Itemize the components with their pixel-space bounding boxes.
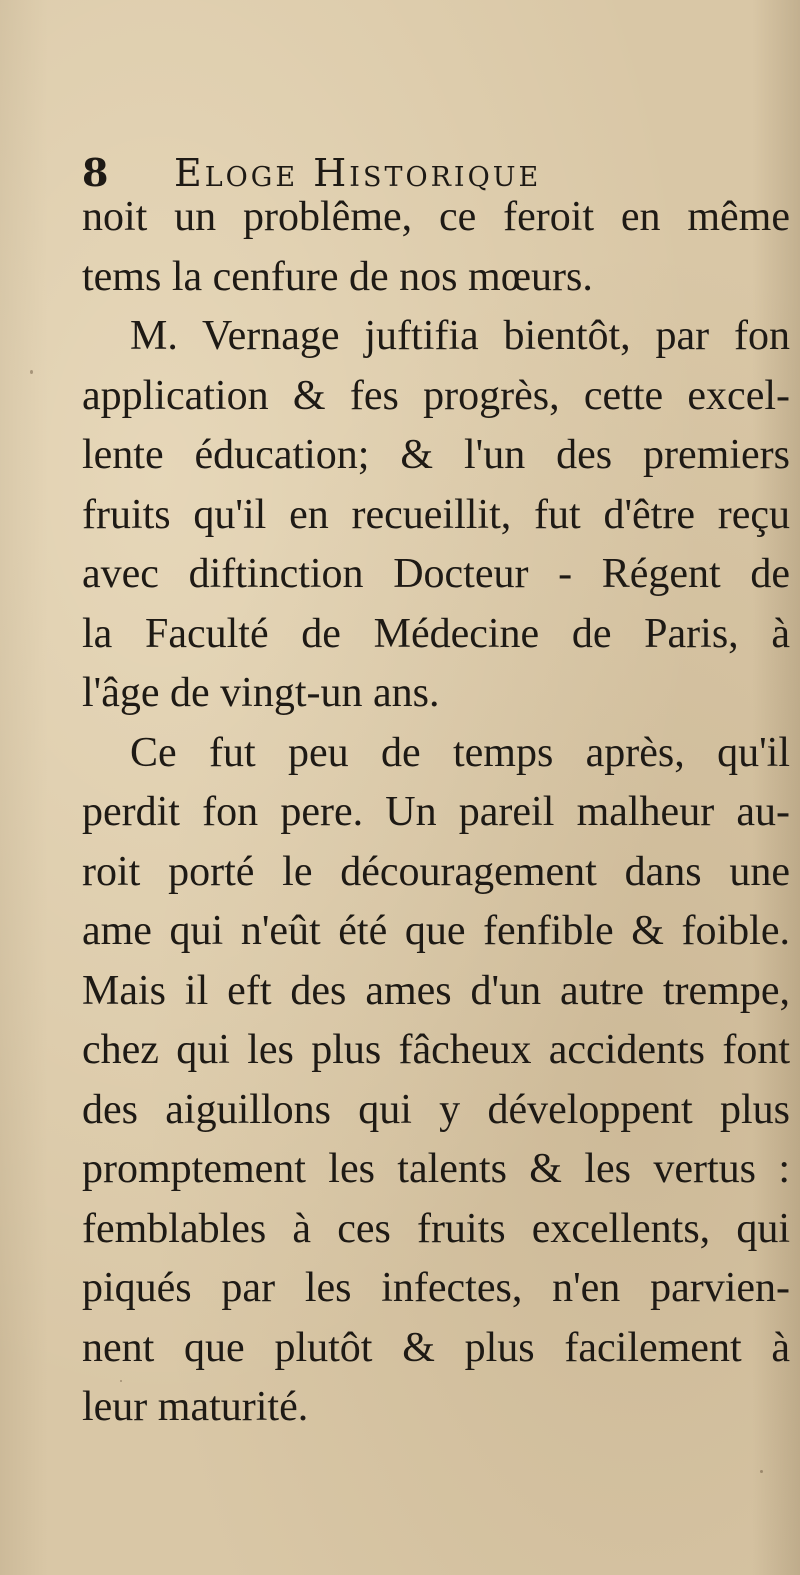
text-line: Mais il eft des ames d'un autre trempe, [82, 967, 790, 1014]
text-line: tems la cenfure de nos mœurs. [82, 253, 593, 300]
text-line: fruits qu'il en recueillit, fut d'être reçu [82, 491, 790, 538]
text-line: leur maturité. [82, 1384, 309, 1430]
text-line: femblables à ces fruits excellents, qui [82, 1205, 790, 1252]
text-line: noit un problême, ce feroit en même [82, 194, 790, 240]
paper-speck [30, 370, 33, 374]
text-line: promptement les talents & les vertus : [82, 1146, 790, 1192]
text-line: roit porté le découragement dans une [82, 848, 790, 895]
text-line: perdit fon pere. Un pareil malheur au- [82, 789, 790, 835]
text-line: application & fes progrès, cette excel- [82, 372, 790, 419]
text-line: nent que plutôt & plus facilement à [82, 1324, 790, 1371]
page-number: 8 [82, 150, 109, 195]
text-line: la Faculté de Médecine de Paris, à [82, 610, 790, 657]
text-line: Ce fut peu de temps après, qu'il [130, 729, 790, 776]
paper-speck [120, 1380, 122, 1382]
running-head: Eloge Historique [174, 151, 542, 195]
text-line: des aiguillons qui y développent plus [82, 1086, 790, 1133]
text-line: piqués par les infectes, n'en parvien- [82, 1265, 790, 1311]
text-line: lente éducation; & l'un des premiers [82, 432, 790, 478]
text-line: M. Vernage juftifia bientôt, par fon [130, 313, 790, 359]
body-text [82, 188, 790, 1438]
text-line: l'âge de vingt-un ans. [82, 670, 440, 716]
text-line: chez qui les plus fâcheux accidents font [82, 1027, 790, 1073]
paper-speck [760, 1470, 763, 1473]
text-line: avec diftinction Docteur - Régent de [82, 551, 790, 597]
text-line: ame qui n'eût été que fenfible & foible. [82, 908, 790, 954]
